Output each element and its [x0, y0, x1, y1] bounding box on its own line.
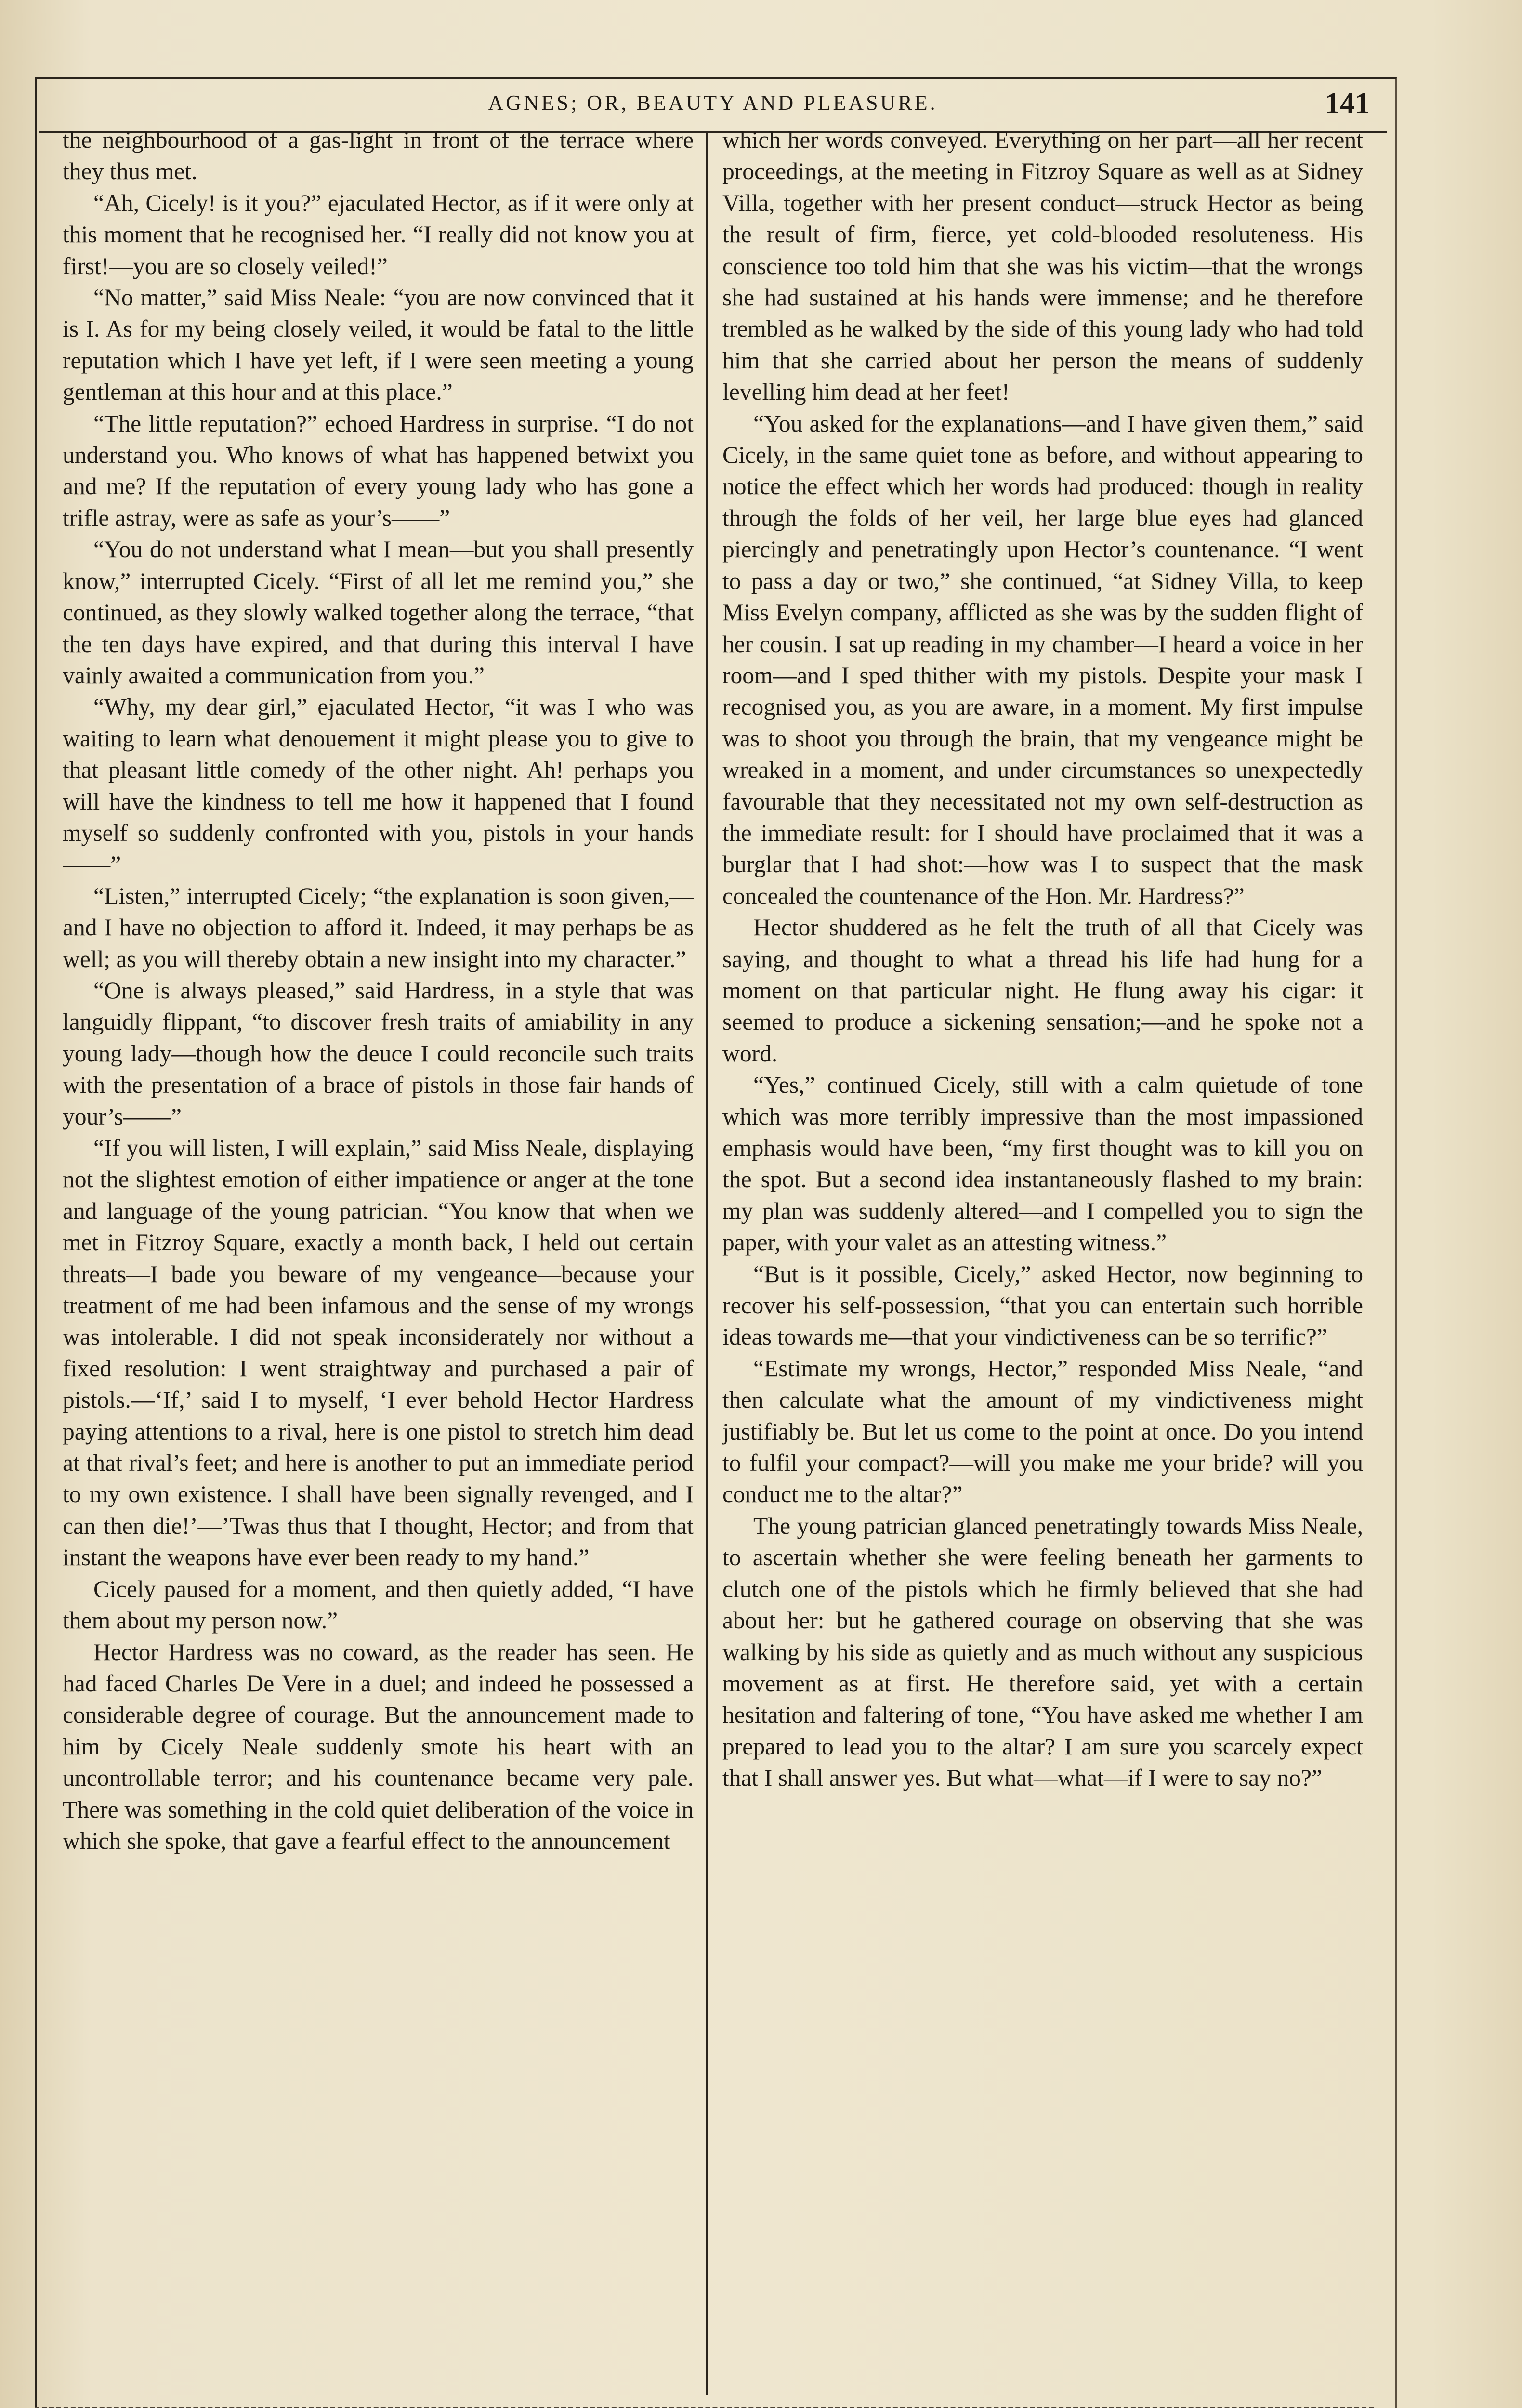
paragraph: “Estimate my wrongs, Hector,” responded Miss Neale, “and then calculate what the amount of my vindictiveness might justifiably be. But let us come to the point at once. Do you intend to fulfil your compact?—will you make me your bride? will you conduct me to the altar?” [722, 1355, 1363, 1508]
paragraph: “The little reputation?” echoed Hardress in surprise. “I do not understand you. Who knows of what has happened betwixt you and me? If the reputation of every young lady who has gone a trifle astray, were as safe as your’s——” [63, 410, 694, 531]
column-divider [706, 131, 708, 2395]
paragraph: which her words conveyed. Everything on her part—all her recent proceedings, at the meeting in Fitzroy Square as well as at Sidney Villa, together with her present conduct—struck Hector as being the result of firm, fierce, yet cold-blooded resoluteness. His conscience too told him that she was his victim—that the wrongs she had sustained at his hands were immense; and he therefore trembled as he walked by the side of this young lady who had told him that she carried about her person the means of suddenly levelling him dead at her feet! [722, 127, 1363, 406]
page-number: 141 [1325, 87, 1370, 120]
paragraph: Hector shuddered as he felt the truth of all that Cicely was saying, and thought to what a thread his life had hung for a moment on that particular night. He flung away his cigar: it seemed to produce a sickening sensation;—and he spoke not a word. [722, 914, 1363, 1067]
paragraph: “But is it possible, Cicely,” asked Hector, now beginning to recover his self-possession, “that you can entertain such horrible ideas towards me—that your vindictiveness can be so terrific?” [722, 1260, 1363, 1350]
paragraph: Hector Hardress was no coward, as the reader has seen. He had faced Charles De Vere in a duel; and indeed he possessed a considerable degree of courage. But the announcement made to him by Cicely Neale suddenly smote his heart with an uncontrollable terror; and his countenance became very pale. There was something in the cold quiet deliberation of the voice in which she spoke, that gave a fearful effect to the announcement [63, 1638, 694, 1854]
paragraph: “One is always pleased,” said Hardress, in a style that was languidly flippant, “to discover fresh traits of amiability in any young lady—though how the deuce I could reconcile such traits with the presentation of a brace of pistols in those fair hands of your’s——” [63, 977, 694, 1130]
paragraph: “You do not understand what I mean—but you shall presently know,” interrupted Cicely. “First of all let me remind you,” she continued, as they slowly walked together along the terrace, “that the ten days have expired, and that during this interval I have vainly awaited a communication from you.” [63, 536, 694, 689]
paragraph: “Listen,” interrupted Cicely; “the explanation is soon given,—and I have no objection to afford it. Indeed, it may perhaps be as well; as you will thereby obtain a new insight into my character.” [63, 882, 694, 972]
paragraph: “Ah, Cicely! is it you?” ejaculated Hector, as if it were only at this moment that he recognised her. “I really did not know you at first!—you are so closely veiled!” [63, 189, 694, 279]
paragraph: Cicely paused for a moment, and then quietly added, “I have them about my person now.” [63, 1575, 694, 1634]
paragraph: “If you will listen, I will explain,” said Miss Neale, displaying not the slightest emotion of either impatience or anger at the tone and language of the young patrician. “You know that when we met in Fitzroy Square, exactly a month back, I held out certain threats—I bade you beware of my vengeance—because your treatment of me had been infamous and the sense of my wrongs was intolerable. I did not speak inconsiderately nor without a fixed resolution: I went straightway and purchased a pair of pistols.—‘If,’ said I to myself, ‘I ever behold Hector Hardress paying attentions to a rival, here is one pistol to stretch him dead at that rival’s feet; and here is another to put an immediate period to my own existence. I shall have been signally revenged, and I can then die!’—’Twas thus that I thought, Hector; and from that instant the weapons have ever been ready to my hand.” [63, 1135, 694, 1571]
paragraph: “You asked for the explanations—and I have given them,” said Cicely, in the same quiet tone as before, and without appearing to notice the effect which her words had produced: though in reality through the folds of her veil, her large blue eyes had glanced piercingly and penetratingly upon Hector’s countenance. “I went to pass a day or two,” she continued, “at Sidney Villa, to keep Miss Evelyn company, afflicted as she was by the sudden flight of her cousin. I sat up reading in my chamber—I heard a voice in her room—and I sped thither with my pistols. Despite your mask I recognised you, as you are aware, in a moment. My first impulse was to shoot you through the brain, that my vengeance might be wreaked in a moment, and under circumstances so unexpectedly favourable that they necessitated not my own self-destruction as the immediate result: for I should have proclaimed that it was a burglar that I had shot:—how was I to suspect that the mask concealed the countenance of the Hon. Mr. Hardress?” [722, 410, 1363, 909]
paragraph: “Yes,” continued Cicely, still with a calm quietude of tone which was more terribly impressive than the most impassioned emphasis would have been, “my first thought was to kill you on the spot. But a second idea instantaneously flashed to my brain: my plan was suddenly altered—and I compelled you to sign the paper, with your valet as an attesting witness.” [722, 1072, 1363, 1256]
bottom-border [35, 2403, 1374, 2408]
paragraph: The young patrician glanced penetratingly towards Miss Neale, to ascertain whether she were feeling beneath her garments to clutch one of the pistols which he firmly believed that she had about her: but he gathered courage on observing that she was walking by his side as quietly and as much without any suspicious movement as at first. He therefore said, yet with a certain hesitation and faltering of tone, “You have asked me whether I am prepared to lead you to the altar? I am sure you scarcely expect that I shall answer yes. But what—what—if I were to say no?” [722, 1512, 1363, 1792]
right-column [722, 124, 1363, 2320]
paragraph: the neighbourhood of a gas-light in front of the terrace where they thus met. [63, 127, 694, 185]
paragraph: “No matter,” said Miss Neale: “you are now convinced that it is I. As for my being closely veiled, it would be fatal to the little reputation which I have yet left, if I were seen meeting a young gentleman at this hour and at this place.” [63, 284, 694, 406]
paragraph: “Why, my dear girl,” ejaculated Hector, “it was I who was waiting to learn what denouement it might please you to give to that pleasant little comedy of the other night. Ah! perhaps you will have the kindness to tell me how it happened that I found myself so suddenly confronted with you, pistols in your hands——” [63, 694, 694, 878]
running-title: AGNES; OR, BEAUTY AND PLEASURE. [488, 91, 938, 115]
left-column [63, 124, 694, 2320]
